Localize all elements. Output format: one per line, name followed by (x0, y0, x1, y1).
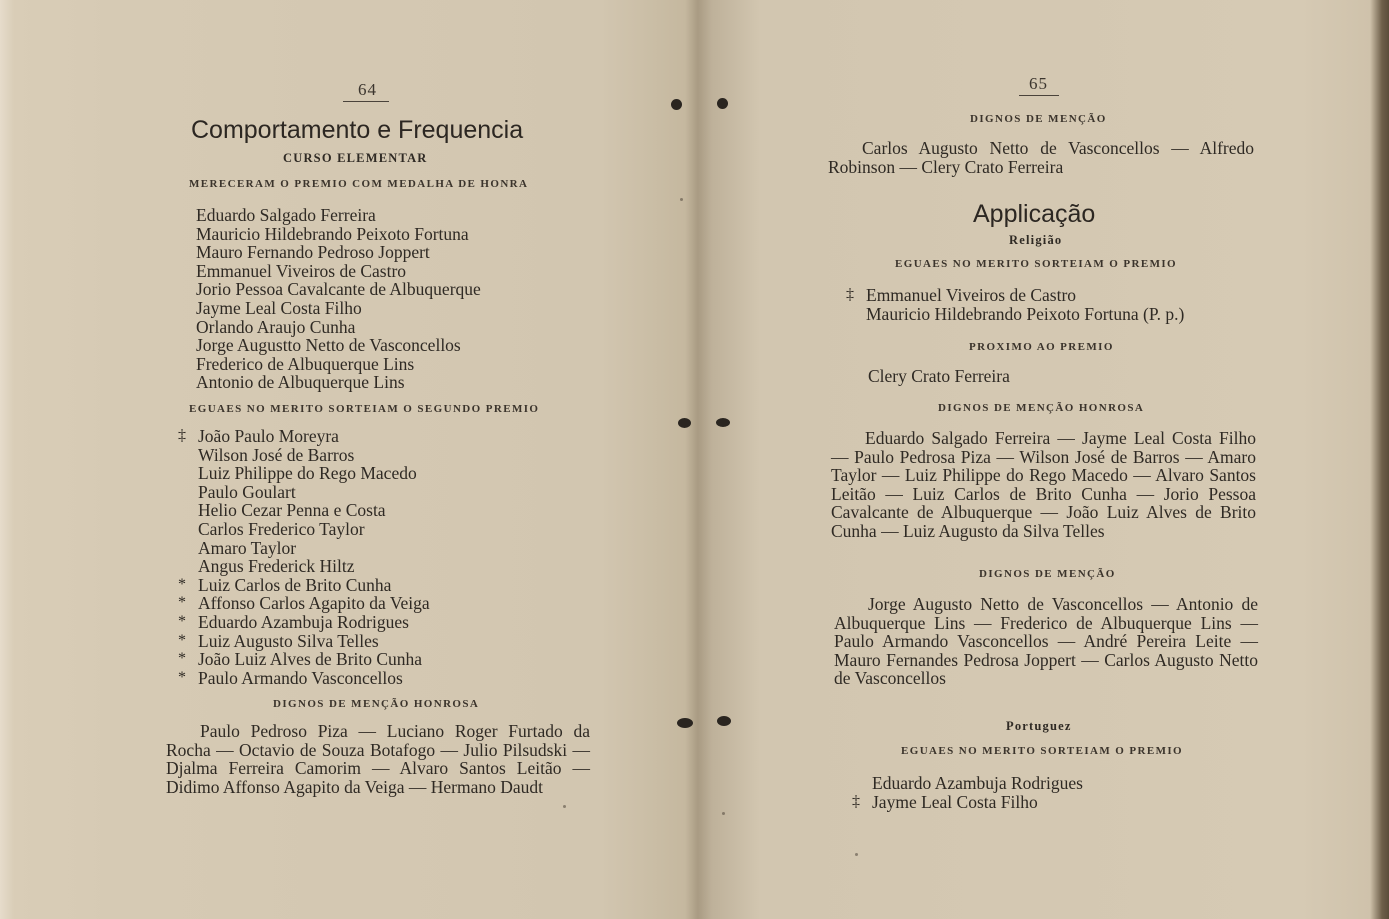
student-name: João Paulo Moreyra (198, 426, 339, 446)
list-item: Antonio de Albuquerque Lins (196, 372, 405, 393)
mencao-paragraph: Jorge Augusto Netto de Vasconcellos — Antonio de Albuquerque Lins — Frederico de Albuquerque Lins — Paulo Armando Vasconcellos — André Pereira Leite — Mauro Fernandes Pedrosa Joppert — Carlos Augusto Netto de Vasconcellos (834, 594, 1258, 689)
list-item: Frederico de Albuquerque Lins (196, 353, 415, 374)
right-page (705, 0, 1389, 919)
asterisk-mark: * (178, 650, 186, 668)
list-item: Eduardo Salgado Ferreira (196, 205, 376, 225)
list-item (178, 630, 430, 651)
section-title: Applicação (973, 200, 1096, 228)
asterisk-mark: * (178, 631, 186, 649)
list-item (198, 483, 430, 502)
subject-heading-religiao: Religião (1009, 233, 1063, 247)
section-title: Comportamento e Frequencia (191, 116, 524, 144)
list-item (178, 574, 430, 595)
religiao-names-list (846, 285, 1185, 324)
student-name: João Luiz Alves de Brito Cunha (198, 649, 423, 670)
student-name: Luiz Carlos de Brito Cunha (198, 574, 392, 595)
list-item (178, 426, 430, 446)
mencao-heading: DIGNOS DE MENÇÃO (970, 113, 1107, 125)
list-item: Jorge Augustto Netto de Vasconcellos (196, 335, 461, 356)
list-item: Emmanuel Viveiros de Castro (196, 260, 407, 281)
page-number: 65 (1029, 74, 1048, 93)
list-item (178, 611, 430, 632)
student-name: Carlos Frederico Taylor (198, 518, 365, 539)
list-item: Jorio Pessoa Cavalcante de Albuquerque (196, 279, 481, 300)
student-name: Eduardo Azambuja Rodrigues (872, 773, 1083, 793)
student-name: Angus Frederick Hiltz (198, 556, 355, 577)
portuguez-prize-heading: EGUAES NO MERITO SORTEIAM O PREMIO (901, 745, 1184, 757)
proximo-heading: PROXIMO AO PREMIO (969, 341, 1114, 353)
medal-names-list (196, 206, 481, 392)
student-name: Luiz Philippe do Rego Macedo (198, 463, 417, 484)
honrosa-heading: DIGNOS DE MENÇÃO HONROSA (938, 402, 1145, 414)
double-dagger-mark: ‡ (852, 792, 860, 810)
list-item (198, 539, 430, 558)
medal-heading: MERECERAM O PREMIO COM MEDALHA DE HONRA (189, 178, 529, 190)
list-item (178, 593, 430, 614)
student-name: Eduardo Azambuja Rodrigues (198, 611, 409, 632)
list-item (178, 649, 430, 670)
list-item (866, 305, 1184, 324)
subject-heading-portuguez: Portuguez (1006, 719, 1072, 733)
mencao-heading: DIGNOS DE MENÇÃO (979, 568, 1116, 580)
course-heading: CURSO ELEMENTAR (283, 151, 428, 165)
list-item: Mauro Fernando Pedroso Joppert (196, 242, 430, 263)
page-number-rule (1019, 95, 1059, 96)
proximo-names-list (868, 367, 1010, 386)
list-item (852, 791, 1083, 812)
page-number-rule (343, 101, 389, 102)
student-name: Affonso Carlos Agapito da Veiga (198, 593, 430, 614)
asterisk-mark: * (178, 575, 186, 593)
list-item (178, 667, 430, 688)
student-name: Luiz Augusto Silva Telles (198, 630, 379, 651)
double-dagger-mark: ‡ (846, 286, 854, 303)
student-name: Paulo Goulart (198, 481, 296, 502)
list-item: Jayme Leal Costa Filho (196, 297, 362, 318)
honrosa-paragraph: Paulo Pedroso Piza — Luciano Roger Furtado da Rocha — Octavio de Souza Botafogo — Julio Pilsudski — Djalma Ferreira Camorim — Alvaro Santos Leitão — Didimo Affonso Agapito da Veiga — Hermano Daudt (166, 721, 590, 797)
asterisk-mark: * (178, 594, 186, 612)
list-item (198, 557, 430, 576)
asterisk-mark: * (178, 612, 186, 630)
list-item (872, 774, 1083, 793)
list-item (198, 501, 430, 520)
list-item: Mauricio Hildebrando Peixoto Fortuna (196, 223, 469, 244)
honrosa-heading: DIGNOS DE MENÇÃO HONROSA (273, 698, 480, 710)
student-name: Mauricio Hildebrando Peixoto Fortuna (P. p.) (866, 303, 1185, 324)
student-name: Amaro Taylor (198, 537, 297, 558)
page-number: 64 (358, 80, 377, 99)
student-name: Wilson José de Barros (198, 444, 355, 465)
list-item (198, 464, 430, 483)
student-name: Emmanuel Viveiros de Castro (866, 285, 1077, 305)
list-item: Clery Crato Ferreira (868, 366, 1010, 386)
double-dagger-mark: ‡ (178, 427, 186, 444)
second-prize-heading: EGUAES NO MERITO SORTEIAM O SEGUNDO PREMIO (189, 403, 540, 415)
list-item (846, 285, 1184, 305)
mencao-paragraph: Carlos Augusto Netto de Vasconcellos — Alfredo Robinson — Clery Crato Ferreira (828, 138, 1254, 177)
list-item: Orlando Araujo Cunha (196, 316, 356, 337)
list-item (198, 520, 430, 539)
list-item (198, 446, 430, 465)
honrosa-paragraph: Eduardo Salgado Ferreira — Jayme Leal Costa Filho — Paulo Pedrosa Piza — Wilson José de Barros — Amaro Taylor — Luiz Philippe do Rego Macedo — Alvaro Santos Leitão — Luiz Carlos de Brito Cunha — Jorio Pessoa Cavalcante de Albuquerque — João Luiz Alves de Brito Cunha — Luiz Augusto da Silva Telles (831, 428, 1256, 541)
asterisk-mark: * (178, 668, 186, 686)
student-name: Jayme Leal Costa Filho (872, 791, 1038, 812)
student-name: Paulo Armando Vasconcellos (198, 667, 403, 688)
religiao-prize-heading: EGUAES NO MERITO SORTEIAM O PREMIO (895, 258, 1178, 270)
student-name: Helio Cezar Penna e Costa (198, 500, 386, 521)
portuguez-names-list (852, 773, 1083, 812)
second-prize-names-list (178, 426, 430, 688)
